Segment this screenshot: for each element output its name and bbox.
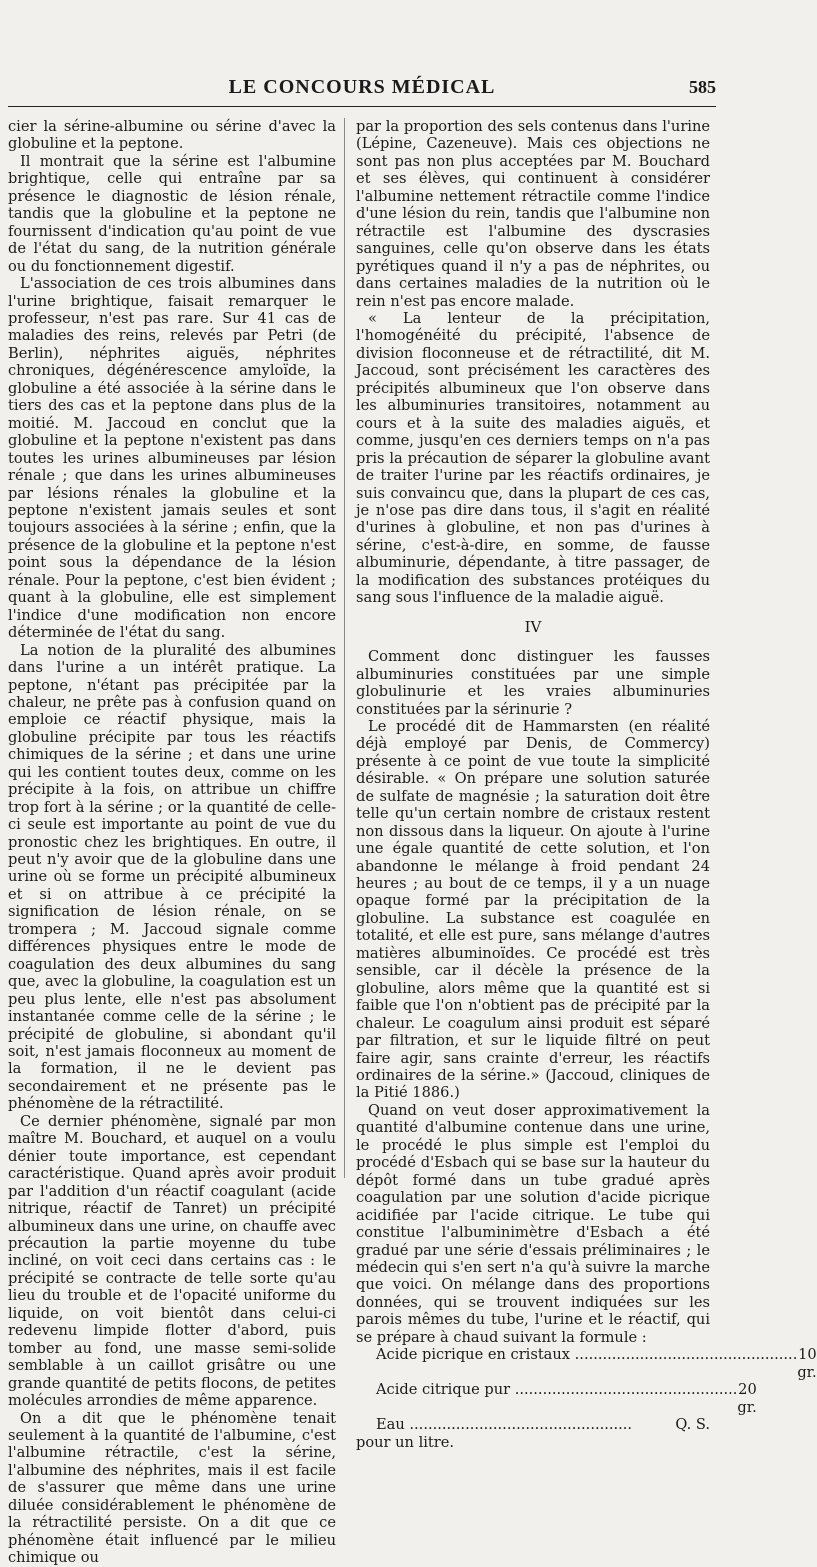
formula-row — [376, 1416, 710, 1433]
column-divider — [344, 118, 345, 1178]
paragraph: Le procédé dit de Hammarsten (en réalité déjà employé par Denis, de Commercy) présente à ce point de vue toute la simplicité désirable. « On prépare une solution saturée de sulfate de magnésie ; la saturation doit être telle qu'un certain nombre de cristaux restent non dissous dans la liqueur. On ajoute à l'urine une égale quantité de cette solution, et l'on abandonne le mélange à froid pendant 24 heures ; au bout de ce temps, il y a un nuage opaque formé par la précipitation de la globuline. La substance est coagulée en totalité, et elle est pure, sans mélange d'autres matières albuminoïdes. Ce procédé est très sensible, car il décèle la présence de la globuline, alors même que la quantité est si faible que l'on n'obtient pas de précipité par la chaleur. Le coagulum ainsi produit est séparé par filtration, et sur le liquide filtré on peut faire agir, sans crainte d'erreur, les réactifs ordinaires de la sérine.» (Jaccoud, cliniques de la Pitié 1886.) — [356, 717, 710, 1102]
formula-ingredient: Acide picrique en cristaux ..... — [376, 1346, 797, 1381]
page-header — [8, 70, 716, 107]
formula-quantity: Q. S. — [675, 1416, 710, 1434]
paragraph: On a dit que le phénomène tenait seulement à la quantité de l'albumine, c'est l'albumine rétractile, c'est la sérine, l'albumine des néphrites, mais il est facile de s'assurer que même dans une urine diluée considérablement le phénomène de la rétractilité persiste. On a dit que ce phénomène était influencé par le milieu chimique ou — [8, 1409, 336, 1567]
paragraph: Comment donc distinguer les fausses albuminuries constituées par une simple globulinurie et les vraies albuminuries constituées par la sérinurie ? — [356, 648, 710, 718]
formula-row — [376, 1346, 817, 1381]
formula-list — [376, 1346, 817, 1434]
paragraph: cier la sérine-albumine ou sérine d'avec la globuline et la peptone. — [8, 118, 336, 153]
section-heading: IV — [524, 617, 542, 636]
paragraph: La notion de la pluralité des albumines dans l'urine a un intérêt pratique. La peptone, n'étant pas précipitée par la chaleur, ne prête pas à confusion quand on emploie ce réactif physique, mais la globuline précipite par tous les réactifs chimiques de la sérine ; et dans une urine qui les contient toutes deux, comme on les précipite à la fois, on attribue un chiffre trop fort à la sérine ; or la quantité de celle-ci seule est importante au point de vue du pronostic chez les brightiques. En outre, il peut n'y avoir que de la globuline dans une urine où se forme un précipité albumineux et si on attribue à ce précipité la signification de lésion rénale, on se trompera ; M. Jaccoud signale comme différences physiques entre le mode de coagulation des deux albumines du sang que, avec la globuline, la coagulation est un peu plus lente, elle n'est pas absolument instantanée comme celle de la sérine ; le précipité de globuline, si abondant qu'il soit, n'est jamais floconneux au moment de la formation, il ne le devient pas secondairement et ne présente pas le phénomène de la rétractilité. — [8, 641, 336, 1113]
formula-quantity: 10 gr. — [797, 1346, 817, 1381]
paragraph: Ce dernier phénomène, signalé par mon maître M. Bouchard, et auquel on a voulu dénier toute importance, est cependant caractéristique. Quand après avoir produit par l'addition d'un réactif coagulant (acide nitrique, réactif de Tanret) un précipité albumineux dans une urine, on chauffe avec précaution la partie moyenne du tube incliné, on voit ceci dans certains cas : le précipité se contracte de telle sorte qu'au lieu du trouble et de l'opacité uniforme du liquide, on voit bientôt dans celui-ci redevenu limpide flotter d'abord, puis tomber au fond, une masse semi-solide semblable à un caillot grisâtre ou une grande quantité de petits flocons, de petites molécules arrondies de même apparence. — [8, 1112, 336, 1410]
formula-quantity: 20 gr. — [737, 1381, 757, 1416]
journal-title: LE CONCOURS MÉDICAL — [228, 76, 496, 98]
paragraph: par la proportion des sels contenus dans l'urine (Lépine, Cazeneuve). Mais ces objections ne sont pas non plus acceptées par M. Bouchard et ses élèves, qui continuent à considérer l'albumine nettement rétractile comme l'indice d'une lésion du rein, tandis que l'albumine non rétractile est l'albumine des dyscrasies sanguines, celle qu'on observe dans les états pyrétiques quand il n'y a pas de néphrites, ou dans certaines maladies de la nutrition où le rein n'est pas encore malade. — [356, 118, 710, 310]
paragraph: Quand on veut doser approximativement la quantité d'albumine contenue dans une urine, le procédé le plus simple est l'emploi du procédé d'Esbach qui se base sur la hauteur du dépôt formé dans un tube gradué après coagulation par une solution d'acide picrique acidifiée par l'acide citrique. Le tube qui constitue l'albuminimètre d'Esbach a été gradué par une série d'essais préliminaires ; le médecin qui s'en sert n'a qu'à suivre la marche que voici. On mélange dans des proportions données, qui se trouvent indiquées sur les parois mêmes du tube, l'urine et le réactif, qui se prépare à chaud suivant la formule : — [356, 1101, 710, 1346]
paragraph: L'association de ces trois albumines dans l'urine brightique, faisait remarquer le professeur, n'est pas rare. Sur 41 cas de maladies des reins, relevés par Petri (de Berlin), néphrites aiguës, néphrites chroniques, dégénérescence amyloïde, la globuline a été associée à la sérine dans le tiers des cas et la peptone dans plus de la moitié. M. Jaccoud en conclut que la globuline et la peptone n'existent pas dans toutes les urines albumineuses par lésion rénale ; que dans les urines albumineuses par lésions rénales la globuline et la peptone n'existent jamais seules et sont toujours associées à la sérine ; enfin, que la présence de la globuline et la peptone n'est point sous la dépendance de la lésion rénale. Pour la peptone, c'est bien évident ; quant à la globuline, elle est simplement l'indice d'une modification non encore déterminée de l'état du sang. — [8, 275, 336, 642]
formula-row — [376, 1381, 757, 1416]
paragraph: « La lenteur de la précipitation, l'homogénéité du précipité, l'absence de division floconneuse et de rétractilité, dit M. Jaccoud, sont précisément les caractères des précipités albumineux que l'on observe dans les albuminuries transitoires, notamment au cours et à la suite des maladies aiguës, et comme, jusqu'en ces derniers temps on n'a pas pris la précaution de séparer la globuline avant de traiter l'urine par les réactifs ordinaires, je suis convaincu que, dans la plupart de ces cas, je n'ose pas dire dans tous, il s'agit en réalité d'urines à globuline, et non pas d'urines à sérine, c'est-à-dire, en somme, de fausse albuminurie, dépendante, à titre passager, de la modification des substances protéiques du sang sous l'influence de la maladie aiguë. — [356, 309, 710, 607]
formula-ingredient: Acide citrique pur ..... — [376, 1381, 737, 1416]
right-column — [356, 118, 817, 1451]
formula-ingredient: Eau ..... — [376, 1416, 646, 1433]
paragraph: pour un litre. — [356, 1433, 455, 1451]
page-number: 585 — [689, 77, 716, 97]
paragraph: Il montrait que la sérine est l'albumine brightique, celle qui entraîne par sa présence le diagnostic de lésion rénale, tandis que la globuline et la peptone ne fournissent d'indication qu'au point de vue de l'état du sang, de la nutrition générale ou du fonctionnement digestif. — [8, 152, 336, 275]
left-column — [8, 118, 336, 1567]
